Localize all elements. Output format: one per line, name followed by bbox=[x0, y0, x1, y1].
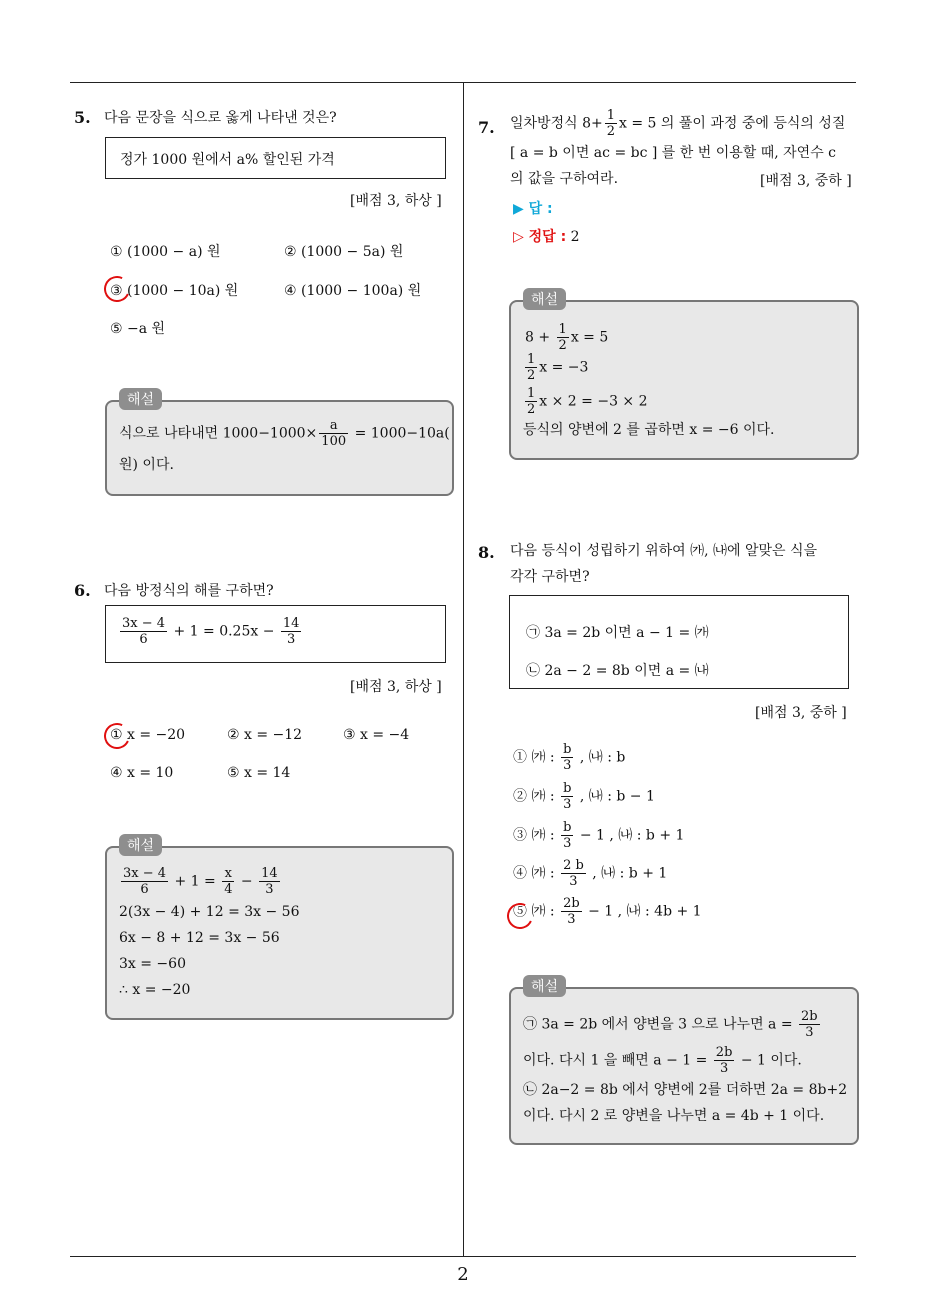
q6-question: 다음 방정식의 해를 구하면? bbox=[104, 583, 274, 599]
q6-eq-frac2-num: 14 bbox=[282, 616, 300, 631]
column-divider bbox=[463, 83, 464, 1256]
q7-expl-l3-text: x × 2 = −3 × 2 bbox=[539, 393, 648, 410]
q7-correct-answer bbox=[513, 226, 580, 246]
q8-question-line2: 각각 구하면? bbox=[510, 569, 590, 585]
q6-eq-frac1-num: 3x − 4 bbox=[122, 616, 166, 631]
q8-choice-2[interactable] bbox=[513, 781, 655, 812]
q8-c2-frac bbox=[561, 781, 573, 812]
q7-expl-l2-text: x = −3 bbox=[539, 359, 589, 376]
q6-expl-frac1 bbox=[121, 866, 168, 897]
q6-expl-line3: 6x − 8 + 12 = 3x − 56 bbox=[119, 930, 280, 946]
q7-expl-l1-a: 8 + bbox=[525, 329, 555, 346]
q6-eq-frac1 bbox=[120, 616, 167, 647]
page-number: 2 bbox=[457, 1264, 469, 1285]
q5-expl-text-a: 식으로 나타내면 1000−1000× bbox=[119, 425, 318, 442]
q6-eq-frac2 bbox=[281, 616, 302, 647]
q7-question-line1 bbox=[510, 108, 845, 139]
q7-q-frac-num: 1 bbox=[606, 108, 615, 123]
q6-expl-frac1-den: 6 bbox=[140, 882, 149, 897]
q7-explanation-box bbox=[509, 300, 859, 460]
q8-expl-line2 bbox=[523, 1045, 802, 1076]
q8-c3-frac-den: 3 bbox=[563, 836, 572, 851]
q6-explanation-tag: 해설 bbox=[119, 834, 162, 856]
q6-choice-3[interactable]: ③ x = −4 bbox=[343, 727, 410, 743]
q5-choice-2[interactable]: ② (1000 − 5a) 원 bbox=[284, 244, 404, 260]
q8-c4-frac-den: 3 bbox=[569, 874, 578, 889]
q6-eq-frac2-den: 3 bbox=[287, 632, 296, 647]
q8-c5-frac-num: 2b bbox=[563, 896, 580, 911]
q8-c5-label: ⑤ ㈎ : bbox=[513, 903, 560, 920]
q6-answer-mark bbox=[100, 719, 133, 752]
q7-expl-l1-frac-den: 2 bbox=[558, 338, 567, 353]
q6-eq-frac1-den: 6 bbox=[139, 632, 148, 647]
q8-c1-frac bbox=[561, 742, 573, 773]
q8-c4-frac bbox=[561, 858, 586, 889]
q8-choice-1[interactable] bbox=[513, 742, 625, 773]
q8-c1-rest: , ㈏ : b bbox=[575, 749, 626, 766]
q5-condition-text: 정가 1000 원에서 a% 할인된 가격 bbox=[120, 152, 335, 168]
q6-expl-line2: 2(3x − 4) + 12 = 3x − 56 bbox=[119, 904, 300, 920]
q7-answer-label: ▶ 답 : bbox=[513, 201, 553, 217]
q6-expl-frac1-num: 3x − 4 bbox=[123, 866, 167, 881]
q8-c4-label: ④ ㈎ : bbox=[513, 865, 560, 882]
q8-c4-frac-num: 2 b bbox=[563, 858, 584, 873]
q6-score: [배점 3, 하상 ] bbox=[350, 679, 442, 695]
q7-expl-l3-frac bbox=[525, 386, 537, 417]
q8-c3-frac-num: b bbox=[563, 820, 572, 835]
q6-expl-line1 bbox=[119, 866, 282, 897]
q5-expl-line2: 원) 이다. bbox=[119, 457, 174, 473]
q7-expl-l2-frac bbox=[525, 352, 537, 383]
q7-question-line3: 의 값을 구하여라. bbox=[510, 171, 619, 187]
q8-explanation-tag: 해설 bbox=[523, 975, 566, 997]
q5-number: 5. bbox=[74, 108, 91, 127]
q8-expl-line1 bbox=[523, 1009, 822, 1040]
q8-c3-frac bbox=[561, 820, 573, 851]
bottom-rule bbox=[70, 1256, 856, 1257]
q8-expl-l2-frac-den: 3 bbox=[719, 1061, 729, 1076]
q7-number: 7. bbox=[478, 118, 495, 137]
q6-choice-5[interactable]: ⑤ x = 14 bbox=[227, 765, 291, 781]
q7-expl-l3-frac-num: 1 bbox=[527, 386, 536, 401]
q8-condition-box bbox=[509, 595, 849, 689]
q6-expl-frac3-num: 14 bbox=[261, 866, 278, 881]
q7-expl-line1 bbox=[525, 322, 608, 353]
q7-expl-l1-frac bbox=[557, 322, 569, 353]
q8-score: [배점 3, 중하 ] bbox=[755, 705, 847, 721]
q6-number: 6. bbox=[74, 581, 91, 600]
q6-expl-frac3-den: 3 bbox=[265, 882, 274, 897]
q8-condition-1: ㉠ 3a = 2b 이면 a − 1 = ㈎ bbox=[526, 625, 709, 641]
q8-expl-line3: ㉡ 2a−2 = 8b 에서 양변에 2를 더하면 2a = 8b+2 bbox=[523, 1082, 848, 1098]
q8-c3-rest: − 1 , ㈏ : b + 1 bbox=[575, 827, 685, 844]
q5-choice-1[interactable]: ① (1000 − a) 원 bbox=[110, 244, 221, 260]
q7-expl-line2 bbox=[523, 352, 588, 383]
q5-choice-5[interactable]: ⑤ −a 원 bbox=[110, 321, 166, 337]
q6-expl-frac2-den: 4 bbox=[224, 882, 233, 897]
q6-choice-4[interactable]: ④ x = 10 bbox=[110, 765, 174, 781]
q7-q-text-a: 일차방정식 8+ bbox=[510, 115, 603, 132]
q7-correct-label: ▷ 정답 : bbox=[513, 229, 567, 245]
q7-correct-value: 2 bbox=[570, 229, 580, 245]
q8-c1-frac-num: b bbox=[563, 742, 572, 757]
q8-choice-4[interactable] bbox=[513, 858, 667, 889]
q6-expl-frac2 bbox=[222, 866, 234, 897]
q8-number: 8. bbox=[478, 543, 495, 562]
q8-c2-frac-den: 3 bbox=[563, 797, 572, 812]
q8-question-line1: 다음 등식이 성립하기 위하여 ㈎, ㈏에 알맞은 식을 bbox=[510, 543, 818, 559]
q5-choice-4[interactable]: ④ (1000 − 100a) 원 bbox=[284, 283, 422, 299]
q8-explanation-box bbox=[509, 987, 859, 1145]
q6-expl-minus: − bbox=[236, 873, 258, 890]
q5-expl-frac-num: a bbox=[319, 418, 348, 434]
q7-explanation-tag: 해설 bbox=[523, 288, 566, 310]
q8-c4-rest: , ㈏ : b + 1 bbox=[587, 865, 668, 882]
q5-condition-box bbox=[105, 137, 446, 179]
q7-expl-l2-frac-den: 2 bbox=[527, 368, 536, 383]
q7-expl-l1-b: x = 5 bbox=[570, 329, 609, 346]
q8-expl-l1-frac bbox=[799, 1009, 820, 1040]
q8-expl-l2-frac-num: 2b bbox=[715, 1045, 733, 1060]
q6-explanation-box bbox=[105, 846, 454, 1020]
q6-equation bbox=[118, 616, 303, 647]
q8-choice-3[interactable] bbox=[513, 820, 684, 851]
q5-answer-mark bbox=[100, 272, 133, 305]
q6-expl-line4: 3x = −60 bbox=[119, 956, 186, 972]
q8-c5-frac-den: 3 bbox=[567, 912, 576, 927]
q8-expl-l2-frac bbox=[714, 1045, 735, 1076]
q8-condition-2: ㉡ 2a − 2 = 8b 이면 a = ㈏ bbox=[526, 663, 709, 679]
q5-expl-line1 bbox=[119, 418, 450, 449]
q7-expl-l3-frac-den: 2 bbox=[527, 402, 536, 417]
q8-c2-frac-num: b bbox=[563, 781, 572, 796]
q7-expl-line3 bbox=[523, 386, 648, 417]
q7-expl-l1-frac-num: 1 bbox=[558, 322, 567, 337]
q8-expl-l2-a: 이다. 다시 1 을 빼면 a − 1 = bbox=[523, 1052, 712, 1069]
q7-q-text-b: x = 5 의 풀이 과정 중에 등식의 성질 bbox=[619, 115, 846, 132]
q5-question: 다음 문장을 식으로 옳게 나타낸 것은? bbox=[104, 110, 337, 126]
q6-expl-line5: ∴ x = −20 bbox=[119, 982, 191, 998]
q5-expl-frac-den: 100 bbox=[321, 434, 347, 449]
q6-expl-mid: + 1 = bbox=[170, 873, 221, 890]
q8-c5-rest: − 1 , ㈏ : 4b + 1 bbox=[583, 903, 702, 920]
q5-expl-fraction bbox=[319, 418, 348, 449]
q8-choice-5[interactable] bbox=[513, 896, 702, 927]
q8-c1-label: ① ㈎ : bbox=[513, 749, 560, 766]
q6-expl-frac2-num: x bbox=[222, 866, 234, 882]
q5-expl-text-b: = 1000−10a( bbox=[350, 425, 450, 442]
q6-expl-frac3 bbox=[259, 866, 280, 897]
q7-score: [배점 3, 중하 ] bbox=[760, 173, 852, 189]
q8-c3-label: ③ ㈎ : bbox=[513, 827, 560, 844]
q8-expl-l1-frac-num: 2b bbox=[801, 1009, 818, 1024]
q5-explanation-box bbox=[105, 400, 454, 496]
q5-choice-3[interactable]: ③ (1000 − 10a) 원 bbox=[110, 283, 239, 299]
q8-c1-frac-den: 3 bbox=[563, 758, 572, 773]
q6-choice-1[interactable]: ① x = −20 bbox=[110, 727, 186, 743]
q6-eq-middle: + 1 = 0.25x − bbox=[169, 623, 279, 640]
q8-expl-l2-b: − 1 이다. bbox=[736, 1052, 802, 1069]
q5-explanation-tag: 해설 bbox=[119, 388, 162, 410]
q7-expl-line4: 등식의 양변에 2 를 곱하면 x = −6 이다. bbox=[523, 422, 775, 438]
q8-expl-l1-text: ㉠ 3a = 2b 에서 양변을 3 으로 나누면 a = bbox=[523, 1016, 798, 1033]
q7-q-fraction bbox=[605, 108, 617, 139]
q8-c5-frac bbox=[561, 896, 582, 927]
q8-c2-rest: , ㈏ : b − 1 bbox=[575, 788, 655, 805]
q8-c2-label: ② ㈎ : bbox=[513, 788, 560, 805]
q6-choice-2[interactable]: ② x = −12 bbox=[227, 727, 303, 743]
q7-expl-l2-frac-num: 1 bbox=[527, 352, 536, 367]
q5-score: [배점 3, 하상 ] bbox=[350, 193, 442, 209]
q7-q-frac-den: 2 bbox=[606, 124, 615, 139]
q8-expl-line4: 이다. 다시 2 로 양변을 나누면 a = 4b + 1 이다. bbox=[523, 1108, 825, 1124]
q6-equation-box bbox=[105, 605, 446, 663]
q7-question-line2: [ a = b 이면 ac = bc ] 를 한 번 이용할 때, 자연수 c bbox=[510, 145, 837, 161]
q8-expl-l1-frac-den: 3 bbox=[805, 1025, 814, 1040]
